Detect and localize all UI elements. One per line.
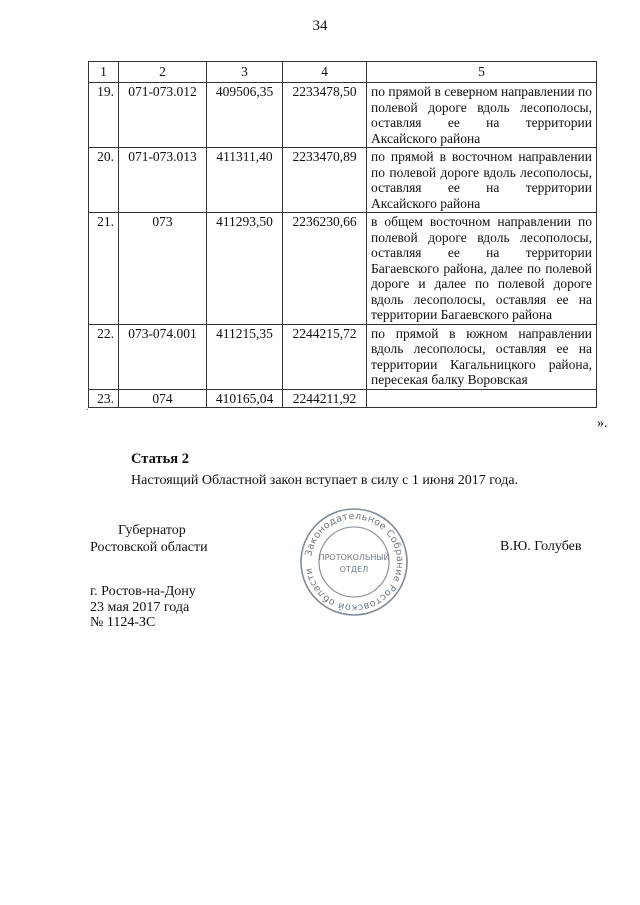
point-code: 073-074.001 [119,324,207,389]
signer-title [90,522,208,556]
point-code: 074 [119,389,207,408]
article-text: Настоящий Областной закон вступает в силу с 1 июня 2017 года. [131,473,519,488]
point-code: 073 [119,213,207,325]
coordinate-y: 2233470,89 [283,148,367,213]
boundary-description [367,389,597,408]
point-code: 071-073.012 [119,83,207,148]
table-row [89,83,597,148]
scan-mark: . [86,402,89,413]
row-number: 19. [89,83,119,148]
boundary-description: по прямой в северном направлении по полевой дороге вдоль лесополосы, оставляя ее на территории Аксайского района [367,83,597,148]
boundary-points-table [88,61,597,408]
column-header: 1 [89,62,119,83]
table-row [89,213,597,325]
coordinate-x: 409506,35 [207,83,283,148]
table-row [89,389,597,408]
date: 23 мая 2017 года [90,599,190,615]
row-number: 22. [89,324,119,389]
law-number: № 1124-ЗС [90,615,156,630]
coordinate-x: 411311,40 [207,148,283,213]
row-number: 21. [89,213,119,325]
coordinate-y: 2244211,92 [283,389,367,408]
stamp-inner-line1: ПРОТОКОЛЬНЫЙ [318,553,390,562]
boundary-description: в общем восточном направлении по полевой дороге вдоль лесополосы, оставляя ее на территории Багаевского района, далее по полевой дороге и далее по полевой дороге вдоль лесополосы, оставляя ее на территории Багаевского района [367,213,597,325]
signer-title-line1: Губернатор [118,523,186,538]
signer-name: В.Ю. Голубев [500,539,582,554]
coordinate-y: 2244215,72 [283,324,367,389]
column-header: 4 [283,62,367,83]
table-row [89,324,597,389]
boundary-description: по прямой в восточном направлении по полевой дороге вдоль лесополосы, оставляя ее на территории Аксайского района [367,148,597,213]
official-stamp [298,506,410,618]
coordinate-y: 2236230,66 [283,213,367,325]
coordinate-y: 2233478,50 [283,83,367,148]
column-header: 2 [119,62,207,83]
place-date-block [90,584,196,631]
stamp-outer-text: Законодательное Собрание Ростовской области [303,510,406,614]
signer-title-line2: Ростовской области [90,540,208,555]
boundary-description: по прямой в южном направлении вдоль лесополосы, оставляя ее на территории Кагальницкого района, пересекая балку Воровская [367,324,597,389]
column-header: 5 [367,62,597,83]
row-number: 23. [89,389,119,408]
table-row [89,148,597,213]
stamp-inner-line2: ОТДЕЛ [339,565,369,574]
coordinate-x: 411293,50 [207,213,283,325]
coordinate-x: 411215,35 [207,324,283,389]
closing-quote: ». [597,416,608,431]
row-number: 20. [89,148,119,213]
article-title: Статья 2 [131,451,189,467]
table-header-row [89,62,597,83]
page-number: 34 [312,18,328,34]
coordinate-x: 410165,04 [207,389,283,408]
city: г. Ростов-на-Дону [90,584,196,599]
column-header: 3 [207,62,283,83]
point-code: 071-073.013 [119,148,207,213]
